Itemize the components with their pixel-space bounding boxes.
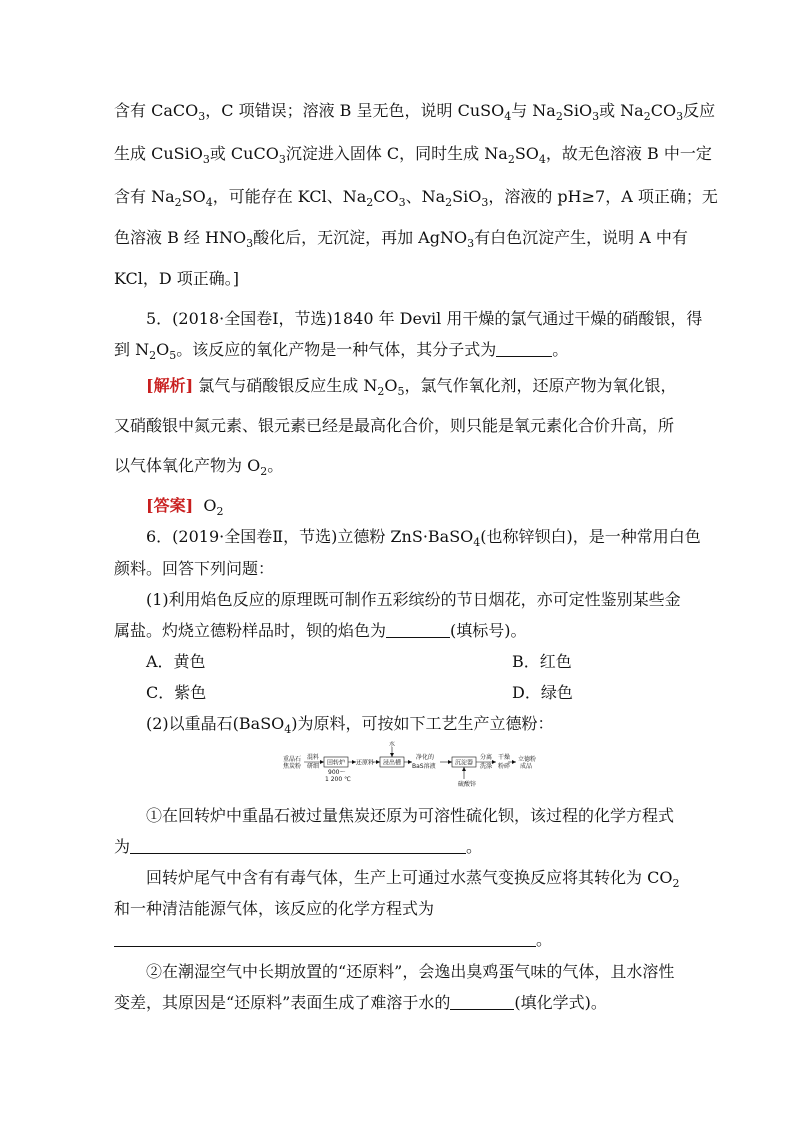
- sub-question-2-1: 。: [114, 928, 552, 952]
- sub-question-1: (1)利用焰色反应的原理既可制作五彩缤纷的节日烟花，亦可定性鉴别某些金: [146, 590, 681, 609]
- text-line: 色溶液 B 经 $HNO_3$酸化后，无沉淀，再加 AgNO$_3$有白色沉淀产生，说明 A 中有: [114, 228, 688, 251]
- reduced-material-label: 还原料: [356, 759, 375, 767]
- process-flow-diagram: [282, 741, 546, 791]
- question-5-stem: 到 $N_2O_5$。该反应的氧化产物是一种气体，其分子式为 。: [114, 340, 569, 363]
- analysis-line: [解析] 氯气与硝酸银反应生成 $N_2O_5$，氯气作氧化剂，还原产物为氧化银，: [146, 376, 677, 399]
- sub-question-2-2: 变差，其原因是“还原料”表面生成了难溶于水的 (填化学式)。: [114, 993, 607, 1012]
- answer-blank[interactable]: [450, 993, 514, 1010]
- option-b[interactable]: B．红色: [512, 652, 572, 671]
- option-row: [146, 681, 573, 705]
- precipitator-label: 沉淀器: [455, 759, 474, 767]
- sub-question-2-1: 回转炉尾气中含有有毒气体，生产上可通过水蒸气变换反应将其转化为 $CO_2$: [146, 868, 680, 891]
- sub-question-2-2: ②在潮湿空气中长期放置的“还原料”，会逸出臭鸡蛋气味的气体，且水溶性: [146, 962, 675, 981]
- option-c[interactable]: C．紫色: [146, 683, 207, 702]
- temperature-label: 900～: [328, 769, 346, 776]
- raw-material-label: 焦炭粉: [283, 763, 302, 770]
- text-line: KCl，D 项正确。]: [114, 269, 240, 288]
- analysis-line: 以气体氧化产物为 $O_2$。: [114, 456, 284, 479]
- text-line: 含有 $Na_2SO_4$，可能存在 KCl、$Na_2CO_3$、$Na_2SiO_3$，溶液的 pH≥7，A 项正确；无: [114, 187, 718, 210]
- text-line: 生成 CuSiO$_3$或 CuCO$_3$沉淀进入固体 C，同时生成 $Na_2SO_4$，故无色溶液 B 中一定: [114, 144, 712, 167]
- sub-question-2-1: ①在回转炉中重晶石被过量焦炭还原为可溶性硫化钡，该过程的化学方程式: [146, 806, 675, 825]
- step-label: 粉碎: [498, 763, 511, 770]
- answer-blank[interactable]: [496, 340, 552, 357]
- analysis-tag: [解析]: [146, 376, 194, 395]
- sub-question-2-1: 为 。: [114, 837, 483, 856]
- leach-tank-label: 浸出槽: [383, 759, 402, 767]
- furnace-label: 回转炉: [327, 759, 346, 767]
- answer-tag: [答案]: [146, 496, 194, 515]
- answer-blank[interactable]: [130, 837, 466, 854]
- analysis-line: 又硝酸银中氮元素、银元素已经是最高化合价，则只能是氧元素化合价升高，所: [114, 416, 675, 435]
- question-5-stem: 5．(2018·全国卷Ⅰ，节选)1840 年 Devil 用干燥的氯气通过干燥的硝酸银，得: [146, 309, 703, 328]
- product-label: 成品: [520, 763, 533, 770]
- answer-line: [答案] $O_2$: [146, 496, 224, 519]
- raw-material-label: 重晶石: [283, 756, 302, 763]
- temperature-label: 1 200 ℃: [325, 776, 351, 783]
- text-line: 含有 CaCO$_3$，C 项错误；溶液 B 呈无色，说明 CuSO$_4$与 $Na_2SiO_3$或 $Na_2CO_3$反应: [114, 101, 716, 124]
- option-a[interactable]: A．黄色: [146, 652, 206, 671]
- option-d[interactable]: D．绿色: [512, 683, 573, 702]
- step-label: 分离: [480, 754, 493, 761]
- step-label: 洗涤: [480, 763, 493, 770]
- answer-blank[interactable]: [114, 930, 536, 947]
- sub-question-2: (2)以重晶石(BaSO$_4$)为原料，可按如下工艺生产立德粉：: [146, 714, 554, 737]
- question-6-stem: 6．(2019·全国卷Ⅱ，节选)立德粉 ZnS·BaSO$_4$(也称锌钡白)，是一种常用白色: [146, 527, 701, 550]
- step-label: 干燥: [498, 754, 511, 761]
- bas-solution-label: BaS溶液: [412, 763, 436, 770]
- sub-question-2-1: 和一种清洁能源气体，该反应的化学方程式为: [114, 899, 435, 918]
- product-label: 立德粉: [518, 756, 537, 763]
- water-label: 水: [389, 741, 396, 748]
- step-label: 研细: [307, 763, 320, 770]
- bas-solution-label: 净化的: [416, 754, 435, 761]
- option-row: [146, 650, 572, 674]
- question-6-stem: 颜料。回答下列问题：: [114, 559, 275, 578]
- answer-blank[interactable]: [386, 621, 450, 638]
- sub-question-1: 属盐。灼烧立德粉样品时，钡的焰色为 (填标号)。: [114, 621, 527, 640]
- step-label: 混料: [307, 754, 320, 761]
- zinc-sulfate-label: 硫酸锌: [458, 781, 477, 788]
